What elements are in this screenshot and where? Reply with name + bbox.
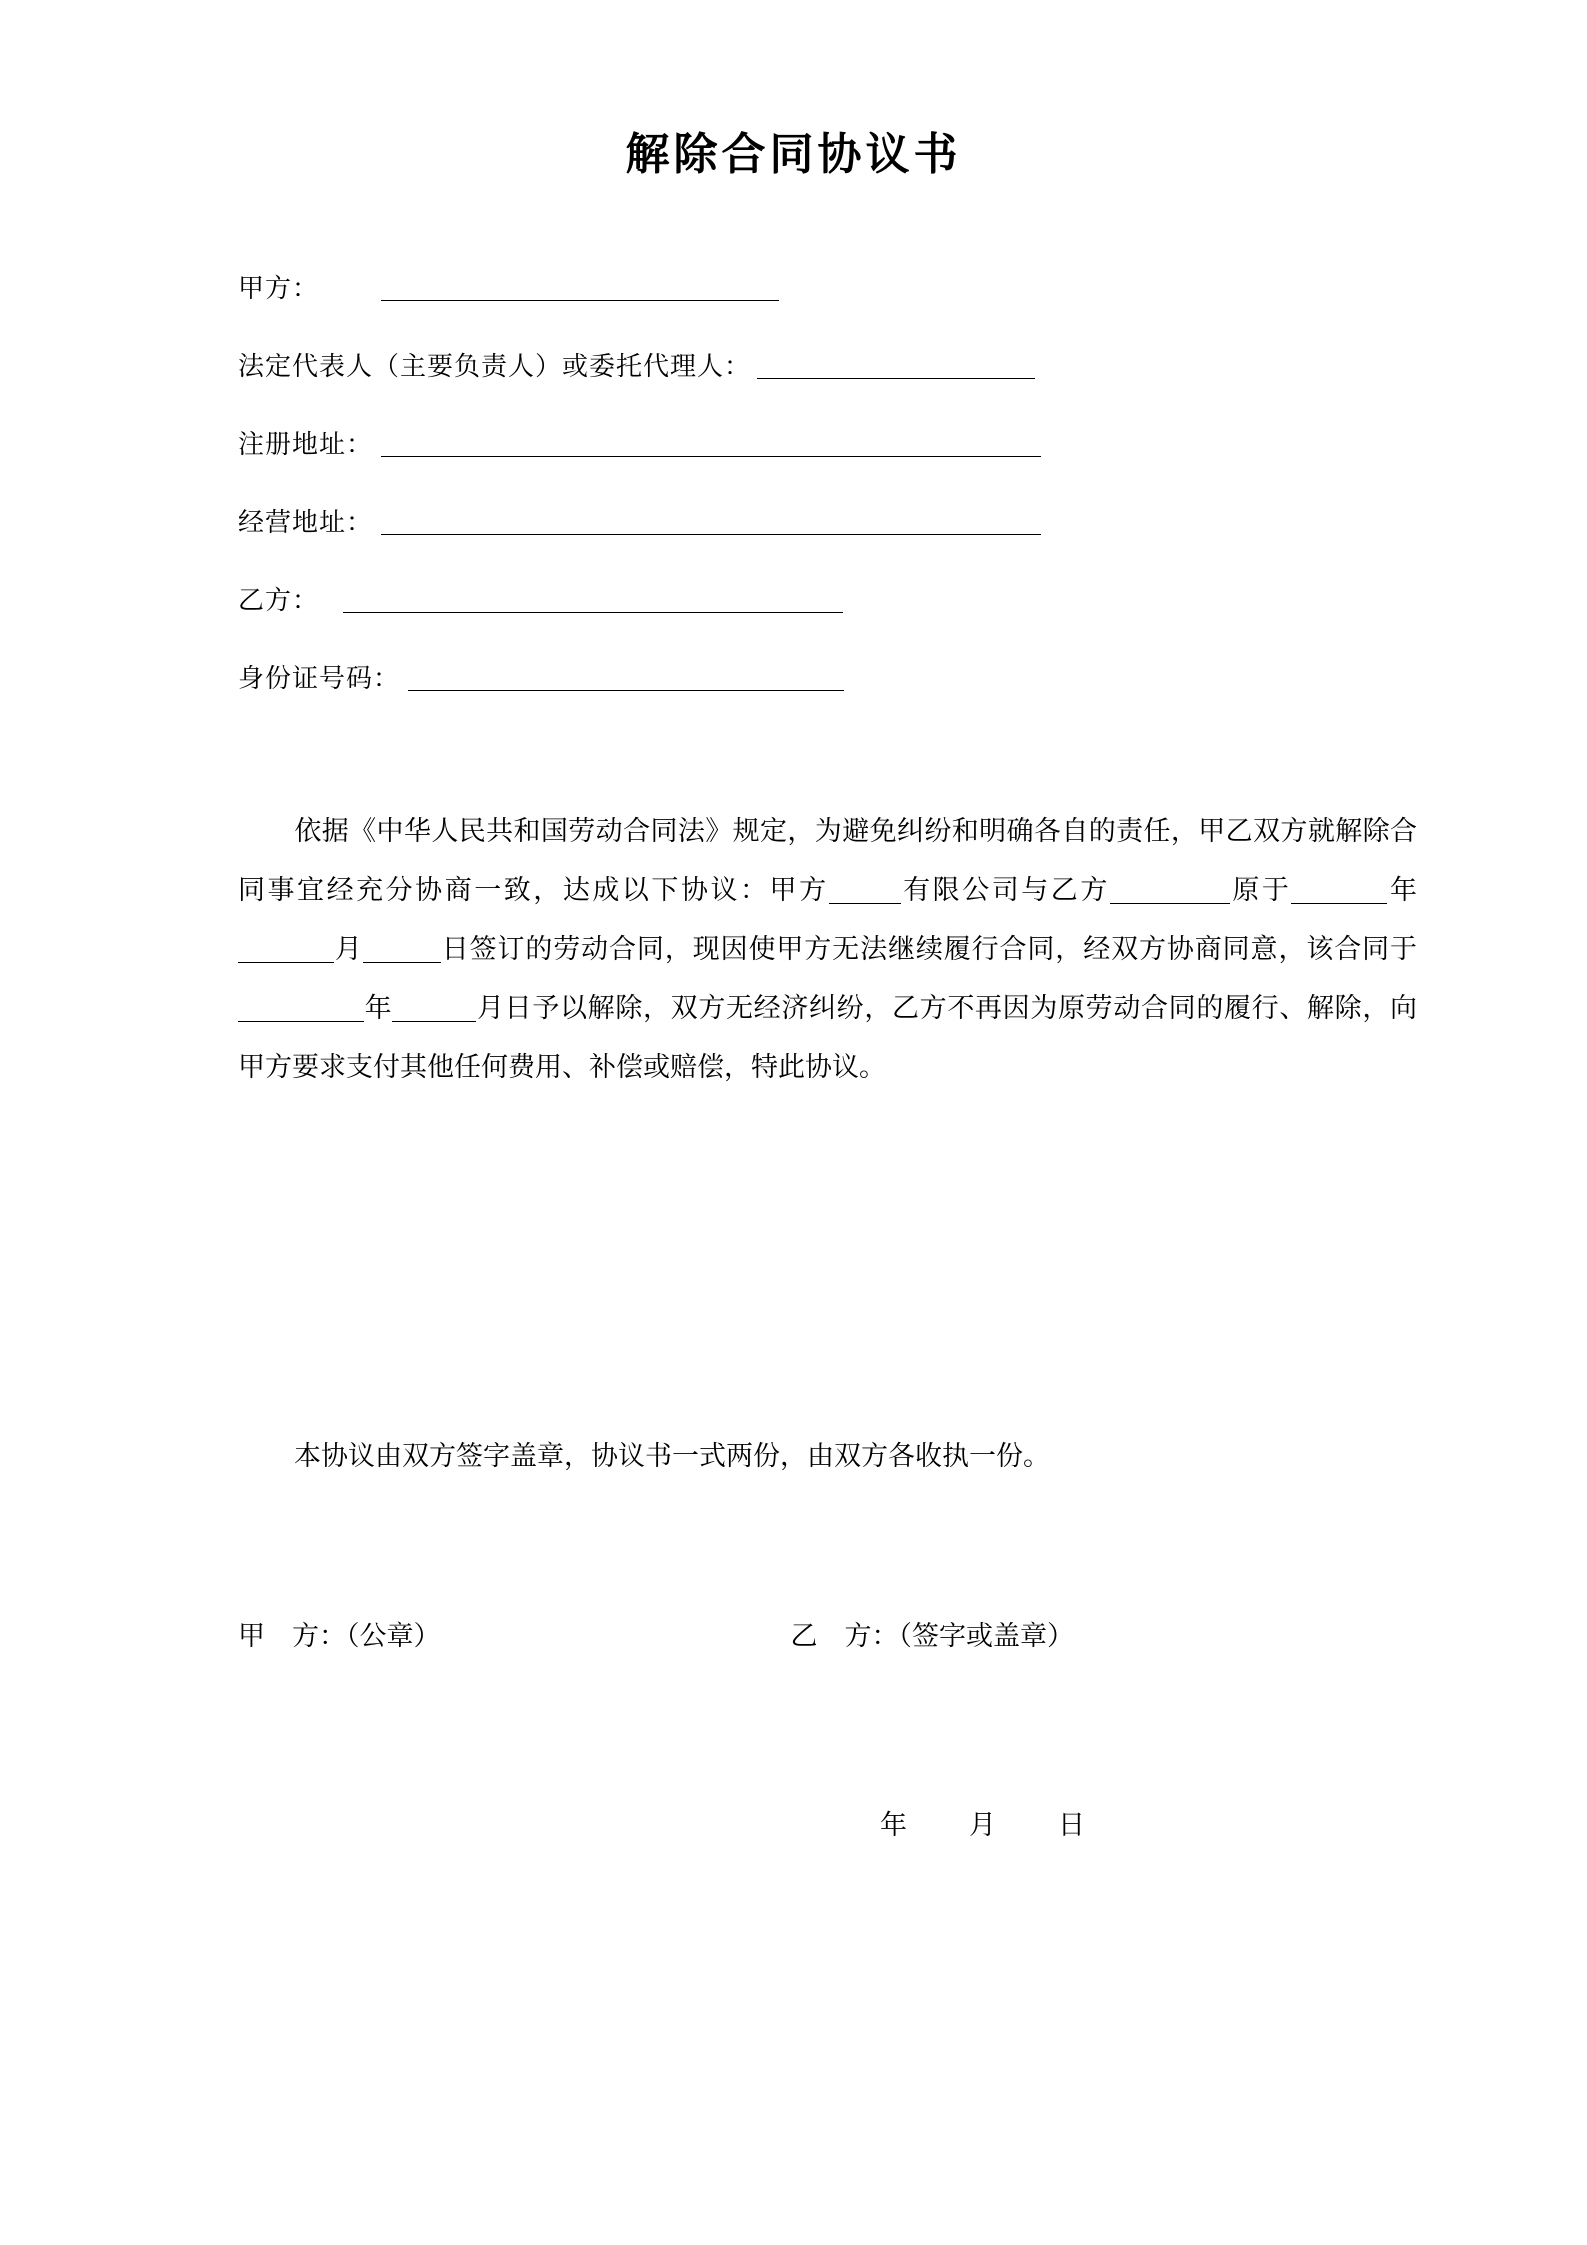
field-label: 经营地址： bbox=[238, 508, 374, 538]
field-business-address bbox=[238, 510, 1417, 536]
field-blank-registered-address[interactable] bbox=[381, 432, 1041, 457]
inline-blank-month-2[interactable] bbox=[392, 999, 476, 1022]
field-label: 乙方： bbox=[238, 586, 320, 616]
date-row bbox=[880, 1803, 1417, 1842]
closing-text bbox=[238, 1427, 1417, 1486]
signature-party-b: 乙 方：（签字或盖章） bbox=[790, 1621, 1074, 1652]
inline-blank-party-b[interactable] bbox=[1110, 881, 1230, 904]
page-title: 解除合同协议书 bbox=[625, 129, 962, 180]
paragraph-part-8: 月日予以解除，双方无经济纠纷，乙方不再因为原劳动合同的履行、解除，向甲方要求支付其他任何费用、补偿或赔偿，特此协议。 bbox=[238, 993, 1418, 1083]
paragraph-part-2: 有限公司与乙方 bbox=[900, 875, 1110, 906]
field-id-number bbox=[238, 666, 1417, 692]
paragraph-part-7: 年 bbox=[364, 993, 393, 1024]
date-day-label: 日 bbox=[1058, 1810, 1087, 1841]
paragraph-part-6: 日签订的劳动合同，现因使甲方无法继续履行合同，经双方协商同意，该合同于 bbox=[440, 934, 1418, 965]
field-blank-legal-representative[interactable] bbox=[757, 354, 1035, 379]
field-registered-address bbox=[238, 432, 1417, 458]
date-month-label: 月 bbox=[969, 1810, 998, 1841]
field-blank-business-address[interactable] bbox=[381, 510, 1041, 535]
paragraph-part-5: 月 bbox=[334, 934, 363, 965]
inline-blank-day-1[interactable] bbox=[363, 940, 441, 963]
field-party-b bbox=[238, 588, 1417, 614]
date-section bbox=[880, 1803, 1417, 1842]
fields-section bbox=[238, 276, 1417, 692]
field-label: 法定代表人（主要负责人）或委托代理人： bbox=[238, 352, 752, 382]
inline-blank-month-1[interactable] bbox=[238, 940, 334, 963]
inline-blank-company[interactable] bbox=[829, 881, 901, 904]
field-label: 注册地址： bbox=[238, 430, 374, 460]
signature-party-a: 甲 方：（公章） bbox=[238, 1621, 441, 1652]
field-blank-party-b[interactable] bbox=[343, 588, 843, 613]
signature-section bbox=[238, 1614, 1417, 1653]
inline-blank-year-1[interactable] bbox=[1291, 881, 1387, 904]
field-legal-representative bbox=[238, 354, 1417, 380]
paragraph-part-1: 依据《中华人民共和国劳动合同法》规定，为避免纠纷和明确各自的责任，甲乙双方就解除合同事宜经充分协商一致，达成以下协议：甲方 bbox=[238, 816, 1417, 906]
signature-row bbox=[238, 1614, 1417, 1653]
field-label: 身份证号码： bbox=[238, 664, 401, 694]
paragraph-part-4: 年 bbox=[1387, 875, 1417, 906]
field-blank-id-number[interactable] bbox=[408, 666, 844, 691]
field-blank-party-a[interactable] bbox=[381, 276, 779, 301]
paragraph-part-3: 原于 bbox=[1229, 875, 1292, 906]
agreement-paragraph bbox=[238, 802, 1417, 1097]
paragraph-text bbox=[238, 802, 1417, 1097]
field-label: 甲方： bbox=[238, 274, 320, 304]
inline-blank-year-2[interactable] bbox=[238, 999, 364, 1022]
field-party-a bbox=[238, 276, 1417, 302]
closing-section bbox=[238, 1427, 1417, 1486]
date-year-label: 年 bbox=[880, 1810, 909, 1841]
closing-label: 本协议由双方签字盖章，协议书一式两份，由双方各收执一份。 bbox=[294, 1441, 1050, 1472]
